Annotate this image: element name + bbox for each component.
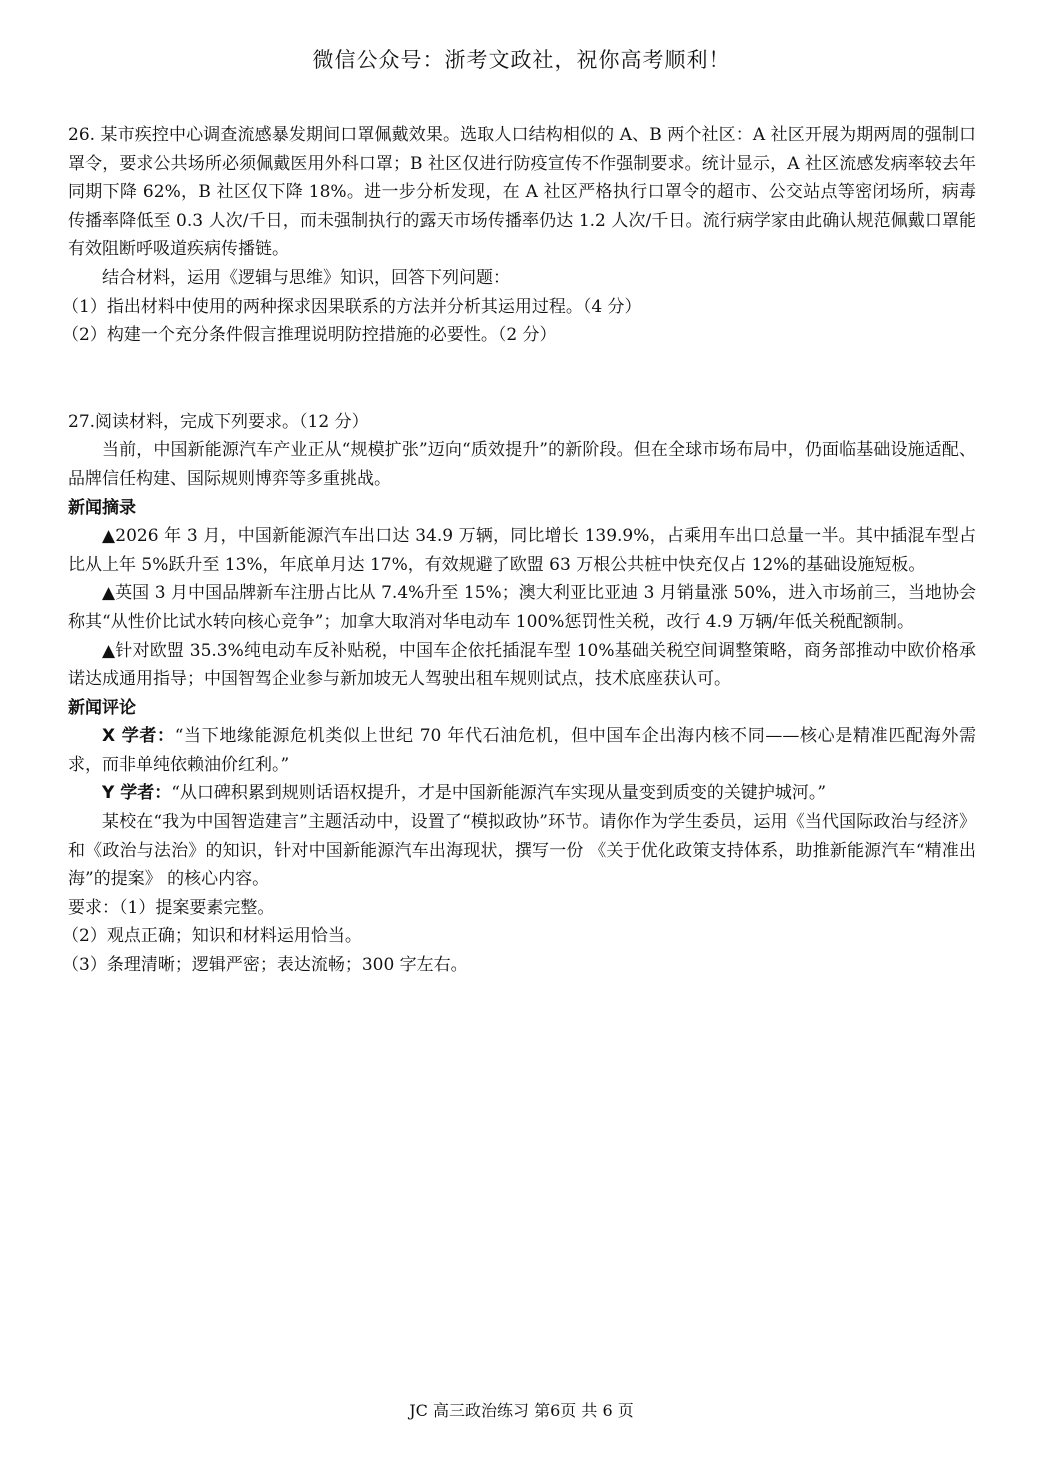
- question-27-intro: 当前，中国新能源汽车产业正从“规模扩张”迈向“质效提升”的新阶段。但在全球市场布局中，仍面临基础设施适配、品牌信任构建、国际规则博弈等多重挑战。: [68, 440, 976, 489]
- scholar-y-comment: [68, 779, 976, 808]
- scholar-y-label: Y 学者：: [102, 783, 172, 804]
- news-item-2: ▲英国 3 月中国品牌新车注册占比从 7.4%升至 15%；澳大利亚比亚迪 3 月销量涨 50%，进入市场前三，当地协会称其“从性价比试水转向核心竞争”；加拿大取消对华电动车 100%惩罚性关税，改行 4.9 万辆/年低关税配额制。: [68, 583, 976, 632]
- scholar-y-text: “从口碑积累到规则话语权提升，才是中国新能源汽车实现从量变到质变的关键护城河。”: [171, 783, 827, 804]
- question-26-sub1: （1）指出材料中使用的两种探求因果联系的方法并分析其运用过程。（4 分）: [62, 296, 642, 317]
- scholar-x-comment: [68, 722, 976, 779]
- scholar-x-label: X 学者：: [102, 726, 175, 747]
- question-27-task: 某校在“我为中国智造建言”主题活动中，设置了“模拟政协”环节。请你作为学生委员，运用《当代国际政治与经济》和《政治与法治》的知识，针对中国新能源汽车出海现状，撰写一份 《关于优化政策支持体系，助推新能源汽车“精准出海”的提案》 的核心内容。: [68, 812, 976, 890]
- news-item-1: ▲2026 年 3 月，中国新能源汽车出口达 34.9 万辆，同比增长 139.9%，占乘用车出口总量一半。其中插混车型占比从上年 5%跃升至 13%，年底单月达 17%，有效规避了欧盟 63 万根公共桩中快充仅占 12%的基础设施短板。: [68, 526, 976, 575]
- spacer: [68, 350, 976, 408]
- news-item-3: ▲针对欧盟 35.3%纯电动车反补贴税，中国车企依托插混车型 10%基础关税空间调整策略，商务部推动中欧价格承诺达成通用指导；中国智驾企业参与新加坡无人驾驶出租车规则试点，技术底座获认可。: [68, 640, 976, 690]
- requirement-3: （3）条理清晰；逻辑严密；表达流畅；300 字左右。: [62, 955, 468, 976]
- question-26-instruction: 结合材料，运用《逻辑与思维》知识，回答下列问题：: [102, 267, 510, 288]
- question-27-title: 27.阅读材料，完成下列要求。（12 分）: [68, 411, 369, 432]
- requirement-2: （2）观点正确；知识和材料运用恰当。: [62, 926, 362, 947]
- question-26-sub2: （2）构建一个充分条件假言推理说明防控措施的必要性。（2 分）: [62, 325, 557, 346]
- page-content: [62, 121, 976, 980]
- page-header: 微信公众号：浙考文政社，祝你高考顺利！: [312, 48, 731, 72]
- requirement-1: 要求：（1）提案要素完整。: [68, 897, 275, 918]
- page-footer: JC 高三政治练习 第6页 共 6 页: [409, 1401, 634, 1420]
- comment-heading: 新闻评论: [68, 697, 136, 718]
- scholar-x-text: “当下地缘能源危机类似上世纪 70 年代石油危机，但中国车企出海内核不同——核心是精准匹配海外需求，而非单纯依赖油价红利。”: [68, 726, 976, 775]
- question-26-stem: 26. 某市疾控中心调查流感暴发期间口罩佩戴效果。选取人口结构相似的 A、B 两个社区：A 社区开展为期两周的强制口罩令，要求公共场所必须佩戴医用外科口罩；B 社区仅进行防疫宣传不作强制要求。统计显示，A 社区流感发病率较去年同期下降 62%，B 社区仅下降 18%。进一步分析发现，在 A 社区严格执行口罩令的超市、公交站点等密闭场所，病毒传播率降低至 0.3 人次/千日，而未强制执行的露天市场传播率仍达 1.2 人次/千日。流行病学家由此确认规范佩戴口罩能有效阻断呼吸道疾病传播链。: [68, 125, 976, 260]
- news-heading: 新闻摘录: [68, 497, 136, 518]
